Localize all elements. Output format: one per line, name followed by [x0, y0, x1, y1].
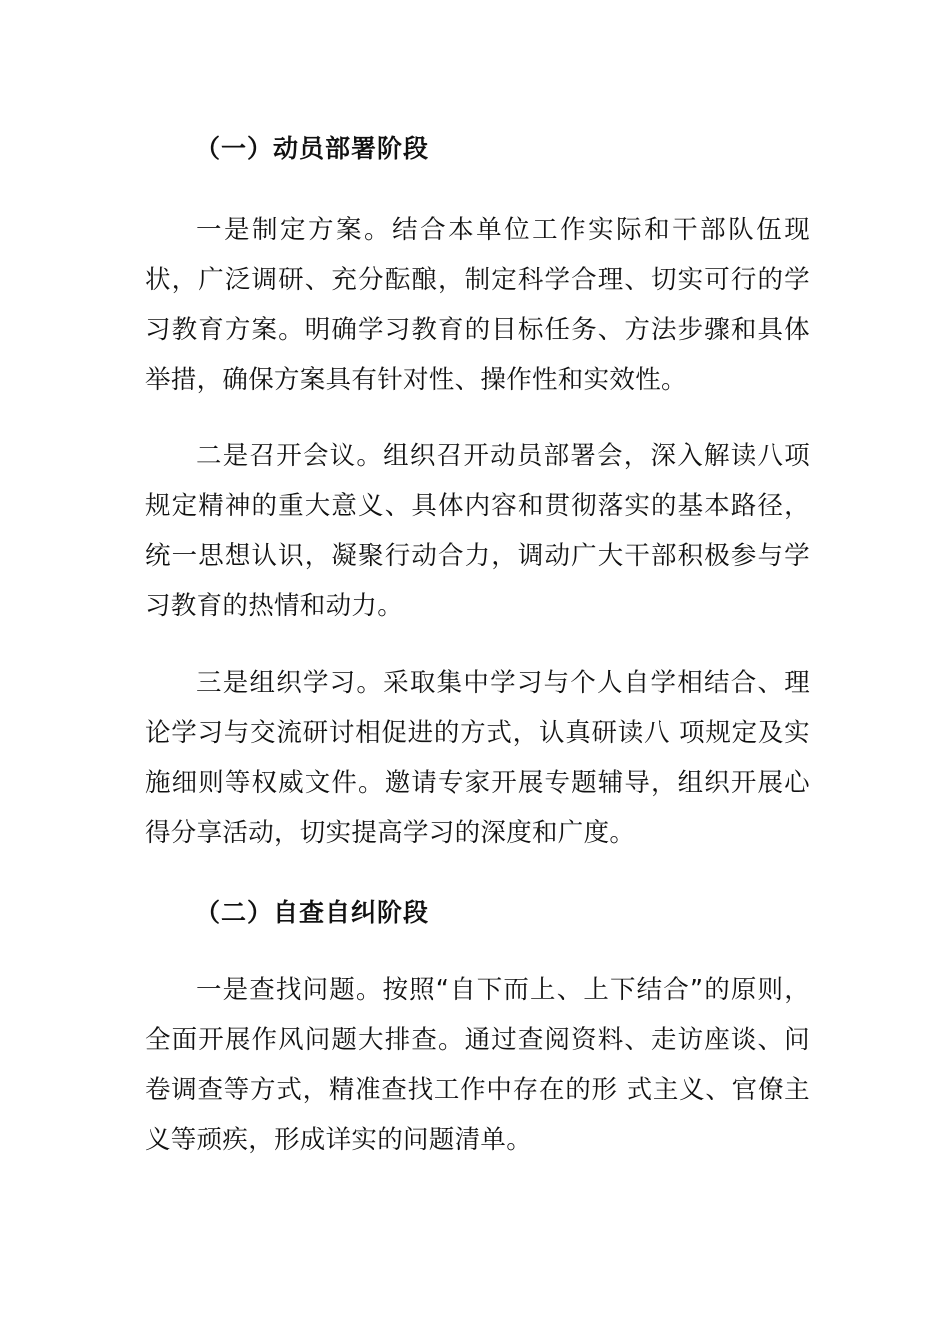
paragraph-hold-meeting: 二是召开会议。组织召开动员部署会，深入解读八项规定精神的重大意义、具体内容和贯彻落实的基本路径，统一思想认识，凝聚行动合力，调动广大干部积极参与学习教育的热情和动力。 [145, 441, 810, 621]
section-heading-mobilization: （一）动员部署阶段 [195, 134, 430, 163]
paragraph-organize-study: 三是组织学习。采取集中学习与个人自学相结合、理论学习与交流研讨相促进的方式，认真研读八 项规定及实施细则等权威文件。邀请专家开展专题辅导，组织开展心得分享活动，切实提高学习的深度和广度。 [145, 668, 810, 848]
paragraph-make-plan: 一是制定方案。结合本单位工作实际和干部队伍现状，广泛调研、充分酝酿，制定科学合理、切实可行的学习教育方案。明确学习教育的目标任务、方法步骤和具体举措，确保方案具有针对性、操作性和实效性。 [145, 215, 810, 395]
section-heading-self-inspection: （二）自查自纠阶段 [195, 898, 430, 927]
paragraph-find-problems: 一是查找问题。按照“自下而上、上下结合”的原则，全面开展作风问题大排查。通过查阅资料、走访座谈、问卷调查等方式，精准查找工作中存在的形 式主义、官僚主义等顽疾，形成详实的问题清单。 [145, 975, 810, 1155]
